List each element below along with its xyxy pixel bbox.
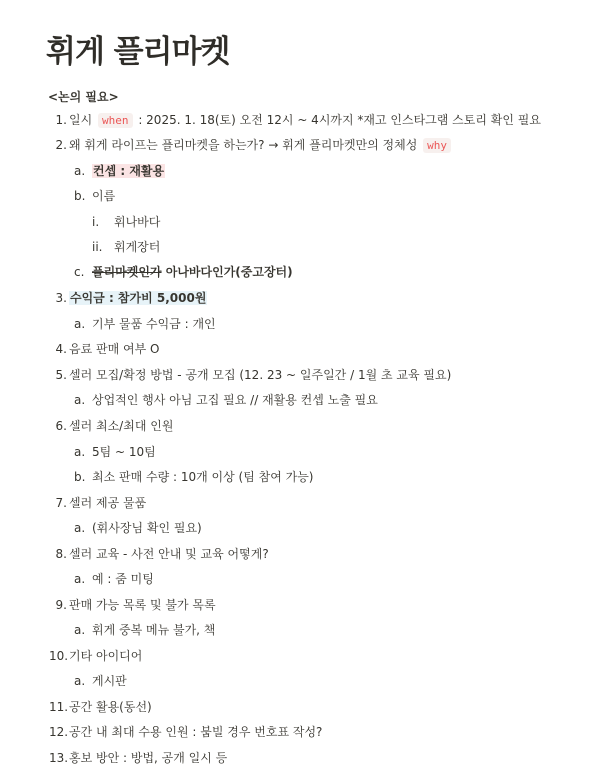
list-item <box>74 671 127 691</box>
list-item <box>49 722 323 742</box>
list-letter: a. <box>74 674 86 688</box>
list-number: 5. <box>55 368 67 382</box>
item-text: 아나바다인가(중고장터) <box>161 265 293 279</box>
item-text: 음료 판매 여부 O <box>69 342 160 356</box>
item-text: 5팀 ~ 10팀 <box>92 445 156 459</box>
list-letter: a. <box>74 164 86 178</box>
item-text: 상업적인 행사 아님 고집 필요 // 재활용 컨셉 노출 필요 <box>92 393 378 407</box>
list-roman: ii. <box>92 240 103 254</box>
list-item <box>49 748 228 768</box>
list-item <box>55 416 174 436</box>
list-item <box>55 135 453 155</box>
list-item <box>92 237 161 257</box>
list-item <box>74 314 216 334</box>
list-letter: c. <box>74 265 85 279</box>
list-number: 9. <box>55 598 67 612</box>
list-number: 3. <box>55 291 67 305</box>
section-label: <논의 필요> <box>48 90 119 104</box>
item-text: 최소 판매 수량 : 10개 이상 (팀 참여 가능) <box>92 470 314 484</box>
list-number: 10. <box>49 649 69 663</box>
item-text: 왜 휘게 라이프는 플리마켓을 하는가? → 휘게 플리마켓만의 정체성 <box>69 138 422 152</box>
list-letter: b. <box>74 189 86 203</box>
item-text: 휘나바다 <box>114 215 161 229</box>
list-number: 7. <box>55 496 67 510</box>
inline-code: when <box>98 113 133 128</box>
list-item <box>74 442 156 462</box>
list-letter: a. <box>74 572 86 586</box>
list-item <box>74 262 293 282</box>
item-text: 휘게 중복 메뉴 불가, 책 <box>92 623 216 637</box>
list-item <box>74 161 165 181</box>
item-text: 공간 내 최대 수용 인원 : 붐빌 경우 번호표 작성? <box>69 725 323 739</box>
item-text: 공간 활용(동선) <box>69 700 152 714</box>
item-text: 판매 가능 목록 및 불가 목록 <box>69 598 216 612</box>
list-number: 13. <box>49 751 69 765</box>
list-letter: a. <box>74 445 86 459</box>
list-roman: i. <box>92 215 100 229</box>
list-number: 8. <box>55 547 67 561</box>
list-item <box>74 620 216 640</box>
list-item <box>74 186 116 206</box>
list-item <box>74 467 314 487</box>
list-item <box>55 544 269 564</box>
list-item <box>49 646 143 666</box>
list-number: 12. <box>49 725 69 739</box>
list-item <box>55 288 207 308</box>
list-item <box>92 212 161 232</box>
list-item <box>55 110 541 130</box>
item-text: 셀러 교육 - 사전 안내 및 교육 어떻게? <box>69 547 269 561</box>
item-text: 홍보 방안 : 방법, 공개 일시 등 <box>69 751 228 765</box>
list-item <box>55 365 452 385</box>
strikethrough-text: 플리마켓인가 <box>92 265 162 279</box>
list-letter: a. <box>74 623 86 637</box>
list-item <box>55 339 160 359</box>
list-item <box>55 595 216 615</box>
list-letter: a. <box>74 393 86 407</box>
item-text: 게시판 <box>92 674 127 688</box>
item-text: 기부 물품 수익금 : 개인 <box>92 317 216 331</box>
item-text: : 2025. 1. 18(토) 오전 12시 ~ 4시까지 *재고 인스타그램 스토리 확인 필요 <box>134 113 541 127</box>
list-item <box>74 518 202 538</box>
list-number: 11. <box>49 700 69 714</box>
list-item <box>74 569 154 589</box>
list-letter: a. <box>74 317 86 331</box>
page-title: 휘게 플리마켓 <box>46 34 230 70</box>
list-number: 4. <box>55 342 67 356</box>
list-letter: b. <box>74 470 86 484</box>
list-item <box>74 390 378 410</box>
item-text: 휘게장터 <box>114 240 161 254</box>
list-number: 1. <box>55 113 67 127</box>
list-letter: a. <box>74 521 86 535</box>
item-text: 셀러 모집/확정 방법 - 공개 모집 (12. 23 ~ 일주일간 / 1월 초 교육 필요) <box>69 368 452 382</box>
highlighted-text: 수익금 : 참가비 5,000원 <box>70 291 207 305</box>
item-text: 셀러 제공 물품 <box>69 496 147 510</box>
list-item <box>49 697 152 717</box>
list-number: 2. <box>55 138 67 152</box>
list-number: 6. <box>55 419 67 433</box>
highlighted-text: 컨셉 : 재활용 <box>93 164 165 178</box>
item-text: (휘사장님 확인 필요) <box>92 521 202 535</box>
list-item <box>55 493 147 513</box>
item-text: 셀러 최소/최대 인원 <box>69 419 174 433</box>
item-text: 예 : 줌 미팅 <box>92 572 154 586</box>
item-text: 기타 아이디어 <box>69 649 143 663</box>
inline-code: why <box>423 138 451 153</box>
item-text: 일시 <box>69 113 96 127</box>
item-text: 이름 <box>92 189 116 203</box>
